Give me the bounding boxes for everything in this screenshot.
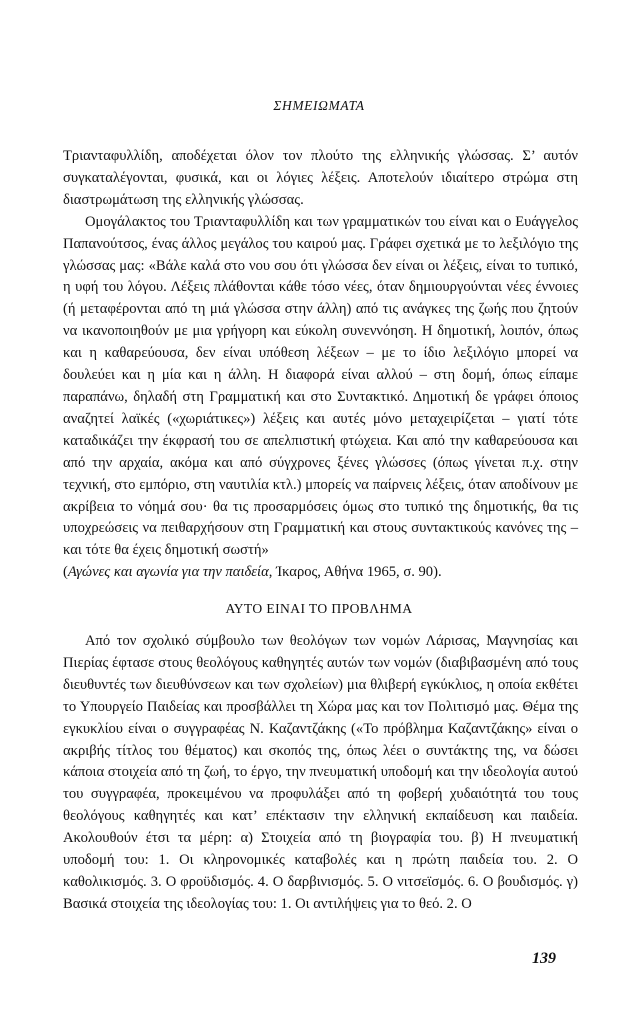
paragraph-papanoutsos: [63, 212, 578, 584]
citation-details: , Ίκαρος, Αθήνα 1965, σ. 90).: [268, 564, 442, 581]
section-notes-text: [63, 146, 578, 584]
paragraph-continued: Τριανταφυλλίδη, αποδέχεται όλον τον πλούτο της ελληνικής γλώσσας. Σ’ αυτόν συγκαταλέγονται, φυσικά, και οι λόγιες λέξεις. Αποτελούν ιδιαίτερο στρώμα στη διαστρωμάτωση της ελληνικής γλώσσας.: [63, 148, 578, 208]
citation-book-title: Αγώνες και αγωνία για την παιδεία: [67, 564, 269, 581]
quote-text: Ομογάλακτος του Τριανταφυλλίδη και των γραμματικών του είναι και ο Ευάγγελος Παπανούτσος, ένας άλλος μεγάλος του καιρού μας. Γράφει σχετικά με το λεξιλόγιο της γλώσσας μας: «Βάλε καλά στο νου σου ότι γλώσσα δεν είναι οι λέξεις, είναι το τυπικό, η υφή του λόγου. Λέξεις πλάθονται κάθε τόσο νέες, όταν δημιουργούνται νέες έννοιες (ή μεταφέρονται από τη μιά γλώσσα στην άλλη) από τις ανάγκες της ζωής που ζητούν να ικανοποιηθούν με μια γρήγορη και εύκολη συνεννόηση. Η δημοτική, λοιπόν, όπως και η καθαρεύουσα, δεν είναι υπόθεση λέξεων – με το ίδιο λεξιλόγιο μπορεί να δουλεύει και η μία και η άλλη. Η διαφορά είναι αλλού – στη δομή, όπως είπαμε παραπάνω, δηλαδή στη Γραμματική και στο Συντακτικό. Δημοτική δε γράφει όποιος αναζητεί λαϊκές («χωριάτικες») λέξεις και αυτές μόνο μεταχειρίζεται – γιατί τότε καταδικάζει την έκφρασή του σε απελπιστική φτώχεια. Και από την καθαρεύουσα και από την αρχαία, ακόμα και από σύγχρονες ξένες γλώσσες (όπως γίνεται π.χ. στην τεχνική, στο εμπόριο, στη ναυτιλία κτλ.) μπορείς να παίρνεις λέξεις, όταν αποδίνουν με ακρίβεια το νόημά σου· θα τις προσαρμόσεις όμως στο τυπικό της δημοτικής, θα τις υποχρεώσεις να πειθαρχήσουν στη Γραμματική και στους συντακτικούς κανόνες της – και τότε θα έχεις δημοτική σωστή»: [63, 213, 578, 559]
page-number: 139: [532, 950, 556, 967]
section-title: ΑΥΤΟ ΕΙΝΑΙ ΤΟ ΠΡΟΒΛΗΜΑ: [225, 601, 413, 616]
citation-open: (: [63, 564, 68, 581]
section-problem-text: [63, 631, 578, 916]
running-head: ΣΗΜΕΙΩΜΑΤΑ: [273, 98, 365, 113]
paragraph-circular: Από τον σχολικό σύμβουλο των θεολόγων των νομών Λάρισας, Μαγνησίας και Πιερίας έφτασε στους θεολόγους καθηγητές αυτών των νομών (διαβιβασμένη από τους διευθυντές των διευθύνσεων και των σχολείων) μια θλιβερή εγκύκλιος, η οποία εκθέτει το Υπουργείο Παιδείας και προσβάλλει τη Χώρα μας και τον Πολιτισμό μας. Θέμα της εγκυκλίου είναι ο συγγραφέας Ν. Καζαντζάκης («Το πρόβλημα Καζαντζάκης» είναι ο ακριβής τίτλος του θέματος) και σκοπός της, όπως λέει ο συντάκτης της, να δώσει κάποια στοιχεία από τη ζωή, το έργο, την πνευματική υποδομή και την ιδεολογία αυτού του συγγραφέα, προκειμένου να προφυλάξει από τη φοβερή χυδαιότητά του τους θεολόγους καθηγητές και κατ’ επέκτασιν την ελληνική εκπαίδευση και παιδεία. Ακολουθούν έτσι τα μέρη: α) Στοιχεία από τη βιογραφία του. β) Η πνευματική υποδομή του: 1. Οι κληρονομικές καταβολές και η πρώτη παιδεία του. 2. Ο καθολικισμός. 3. Ο φροϋδισμός. 4. Ο δαρβινισμός. 5. Ο νιτσεϊσμός. 6. Ο βουδισμός. γ) Βασικά στοιχεία της ιδεολογίας του: 1. Οι αντιλήψεις για το θεό. 2. Ο: [63, 633, 578, 912]
